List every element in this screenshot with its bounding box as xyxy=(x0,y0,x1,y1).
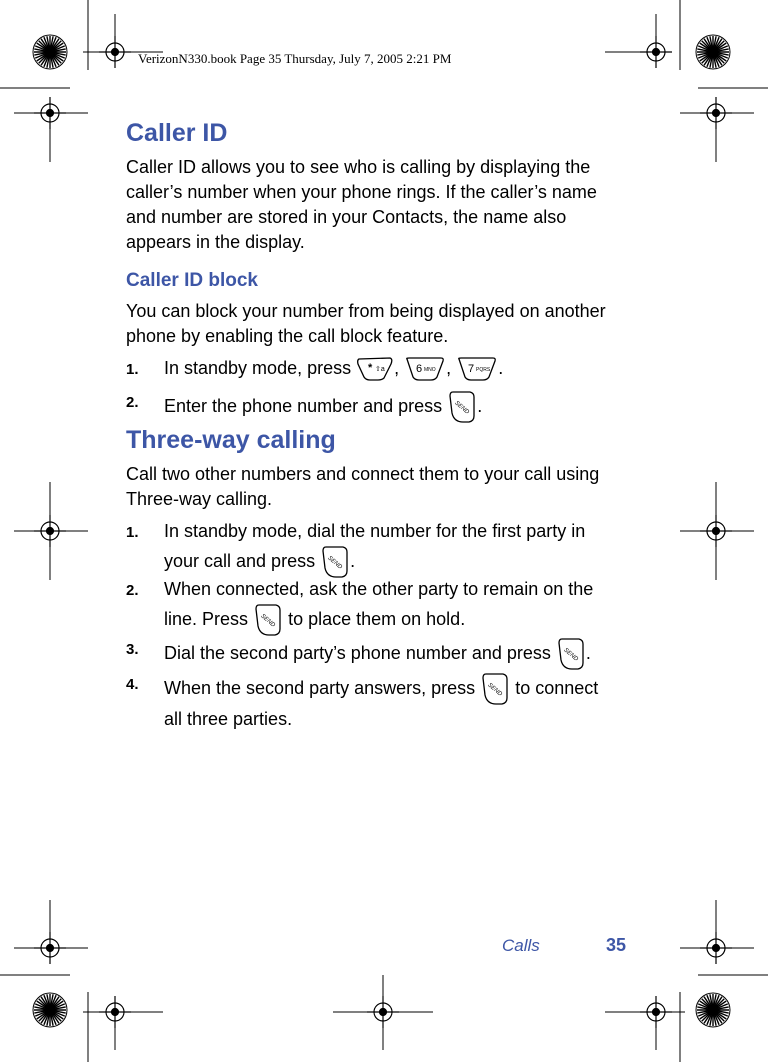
registration-target-icon xyxy=(34,97,66,129)
print-header: VerizonN330.book Page 35 Thursday, July 7, 2005 2:21 PM xyxy=(138,51,452,66)
step-text xyxy=(164,671,634,732)
shift-glyph: ⇧a xyxy=(375,366,385,374)
send-key-label: SEND xyxy=(486,682,504,698)
registration-target-icon xyxy=(34,932,66,964)
step-text-before: In standby mode, press xyxy=(164,358,352,378)
step-text-before: When the second party answers, press xyxy=(164,677,476,698)
step-text xyxy=(164,577,634,638)
step-line: all three parties. xyxy=(164,709,293,729)
registration-burst-icon xyxy=(33,993,67,1027)
step-number: 3. xyxy=(126,641,139,658)
separator: , xyxy=(394,358,400,378)
send-key-label: SEND xyxy=(326,555,344,571)
step-text xyxy=(164,636,634,672)
send-key-icon xyxy=(447,389,477,425)
step-text-after: to place them on hold. xyxy=(288,608,466,629)
send-key-icon xyxy=(320,544,350,580)
star-key-label: * xyxy=(368,362,373,375)
caller-id-block-paragraph xyxy=(126,299,631,349)
text-line: phone by enabling the call block feature. xyxy=(126,326,449,346)
step-number: 4. xyxy=(126,676,139,693)
send-key-label: SEND xyxy=(562,647,579,663)
step-number: 2. xyxy=(126,582,139,599)
registration-target-icon xyxy=(640,36,672,68)
step-line: When connected, ask the other party to remain on the xyxy=(164,579,594,599)
registration-target-icon xyxy=(34,515,66,547)
heading-three-way-calling: Three-way calling xyxy=(126,426,336,454)
text-line: You can block your number from being displayed on another xyxy=(126,301,606,321)
registration-target-icon xyxy=(700,97,732,129)
text-line: Call two other numbers and connect them to your call using xyxy=(126,464,600,484)
six-key-icon xyxy=(404,356,446,382)
registration-target-icon xyxy=(99,36,131,68)
registration-target-icon xyxy=(99,996,131,1028)
registration-target-icon xyxy=(700,515,732,547)
six-key-digit: 6 xyxy=(416,363,423,376)
step-text-before: line. Press xyxy=(164,608,249,629)
registration-target-icon xyxy=(700,932,732,964)
send-key-label: SEND xyxy=(453,400,471,416)
end-punctuation: . xyxy=(498,358,504,378)
registration-burst-icon xyxy=(696,993,730,1027)
text-line: and number are stored in your Contacts, the name also xyxy=(126,207,567,227)
text-line: Three-way calling. xyxy=(126,489,273,509)
send-key-icon xyxy=(480,671,510,707)
seven-key-digit: 7 xyxy=(468,363,475,376)
heading-caller-id-block: Caller ID block xyxy=(126,270,258,291)
step-line: In standby mode, dial the number for the first party in xyxy=(164,521,586,541)
registration-burst-icon xyxy=(33,35,67,69)
end-punctuation: . xyxy=(477,395,483,416)
step-text xyxy=(164,356,634,382)
text-line: caller’s number when your phone rings. If the caller’s name xyxy=(126,182,597,202)
text-line: Caller ID allows you to see who is calling by displaying the xyxy=(126,157,591,177)
send-key-icon xyxy=(253,602,283,638)
separator: , xyxy=(446,358,452,378)
star-key-icon xyxy=(356,356,394,382)
registration-burst-icon xyxy=(696,35,730,69)
caller-id-paragraph xyxy=(126,155,631,255)
text-line: appears in the display. xyxy=(126,232,305,252)
heading-caller-id: Caller ID xyxy=(126,119,228,147)
registration-target-icon xyxy=(367,996,399,1028)
step-text-before: your call and press xyxy=(164,550,316,571)
six-key-letters: MNO xyxy=(424,367,436,374)
registration-target-icon xyxy=(640,996,672,1028)
send-key-icon xyxy=(556,636,586,672)
step-number: 2. xyxy=(126,394,139,411)
end-punctuation: . xyxy=(350,550,356,571)
step-text-before: Enter the phone number and press xyxy=(164,395,443,416)
three-way-paragraph xyxy=(126,462,631,512)
step-text xyxy=(164,389,634,425)
page-number: 35 xyxy=(606,935,627,955)
step-text-before: Dial the second party’s phone number and press xyxy=(164,642,551,663)
step-text xyxy=(164,519,634,580)
end-punctuation: . xyxy=(585,642,591,663)
step-number: 1. xyxy=(126,361,139,378)
seven-key-icon xyxy=(456,356,498,382)
send-key-label: SEND xyxy=(259,613,276,629)
step-number: 1. xyxy=(126,524,139,541)
step-text-after: to connect xyxy=(515,677,599,698)
seven-key-letters: PQRS xyxy=(476,367,491,374)
footer-section-title: Calls xyxy=(502,936,540,955)
